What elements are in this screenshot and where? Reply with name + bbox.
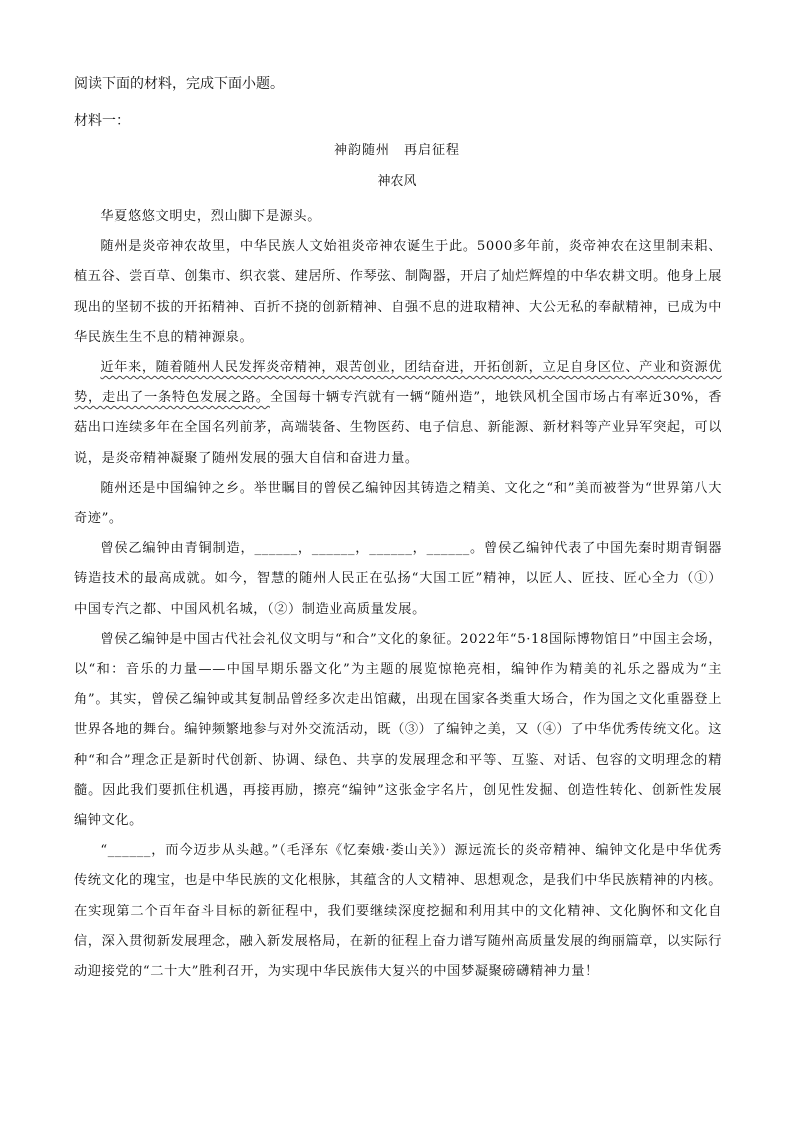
question-intro: 阅读下面的材料，完成下面小题。 bbox=[74, 76, 284, 92]
article-title: 神韵随州 再启征程 bbox=[333, 143, 460, 158]
paragraph-4: 随州还是中国编钟之乡。举世瞩目的曾侯乙编钟因其铸造之精美、文化之“和”美而被誉为“世界第八大奇迹”。 bbox=[74, 480, 722, 527]
paragraph-7: “______，而今迈步从头越。”（毛泽东《忆秦娥·娄山关》）源远流长的炎帝精神、编钟文化是中华优秀传统文化的瑰宝，也是中华民族的文化根脉，其蕴含的人文精神、思想观念，是我们中华民族精神的内核。在实现第二个百年奋斗目标的新征程中，我们要继续深度挖掘和利用其中的文化精神、文化胸怀和文化自信，深入贯彻新发展理念，融入新发展格局，在新的征程上奋力谱写随州高质量发展的绚丽篇章，以实际行动迎接党的“二十大”胜利召开，为实现中华民族伟大复兴的中国梦凝聚磅礴精神力量！ bbox=[74, 843, 723, 980]
article-author: 神农风 bbox=[377, 174, 417, 189]
wavy-underlined-sentence: 近年来，随着随州人民发挥炎帝精神，艰苦创业，团结奋进，开拓创新，立足自身区位、产业和资源优势，走出了一条特色发展之路。 bbox=[74, 360, 722, 406]
paragraph-3-rest: 全国每十辆专汽就有一辆“随州造”，地铁风机全国市场占有率近30%，香菇出口连续多年在全国名列前茅，高端装备、生物医药、电子信息、新能源、新材料等产业异军突起，可以说，是炎帝精神凝聚了随州发展的强大自信和奋进力量。 bbox=[74, 390, 723, 466]
material-label: 材料一： bbox=[74, 113, 130, 129]
paragraph-2: 随州是炎帝神农故里，中华民族人文始祖炎帝神农诞生于此。5000多年前，炎帝神农在这里制耒耜、植五谷、尝百草、创集市、织衣裳、建居所、作琴弦、制陶器，开启了灿烂辉煌的中华农耕文明。他身上展现出的坚韧不拔的开拓精神、百折不挠的创新精神、自强不息的进取精神、大公无私的奉献精神，已成为中华民族生生不息的精神源泉。 bbox=[74, 239, 723, 345]
paragraph-3 bbox=[74, 353, 722, 474]
paragraph-6: 曾侯乙编钟是中国古代社会礼仪文明与“和合”文化的象征。2022年“5·18国际博物馆日”中国主会场，以“和：音乐的力量——中国早期乐器文化”为主题的展览惊艳亮相，编钟作为精美的礼乐之器成为“主角”。其实，曾侯乙编钟或其复制品曾经多次走出馆藏，出现在国家各类重大场合，作为国之文化重器登上世界各地的舞台。编钟频繁地参与对外交流活动，既（③）了编钟之美，又（④）了中华优秀传统文化。这种“和合”理念正是新时代创新、协调、绿色、共享的发展理念和平等、互鉴、对话、包容的文明理念的精髓。因此我们要抓住机遇，再接再励，擦亮“编钟”这张金字名片，创见性发掘、创造性转化、创新性发展编钟文化。 bbox=[74, 631, 723, 829]
paragraph-1: 华夏悠悠文明史，烈山脚下是源头。 bbox=[100, 209, 321, 224]
article-body bbox=[74, 202, 722, 987]
paragraph-5: 曾侯乙编钟由青铜制造，______，______，______，______。曾侯乙编钟代表了中国先秦时期青铜器铸造技术的最高成就。如今，智慧的随州人民正在弘扬“大国工匠”精神，以匠人、匠技、匠心全力（①）中国专汽之都、中国风机名城，（②）制造业高质量发展。 bbox=[74, 541, 722, 617]
